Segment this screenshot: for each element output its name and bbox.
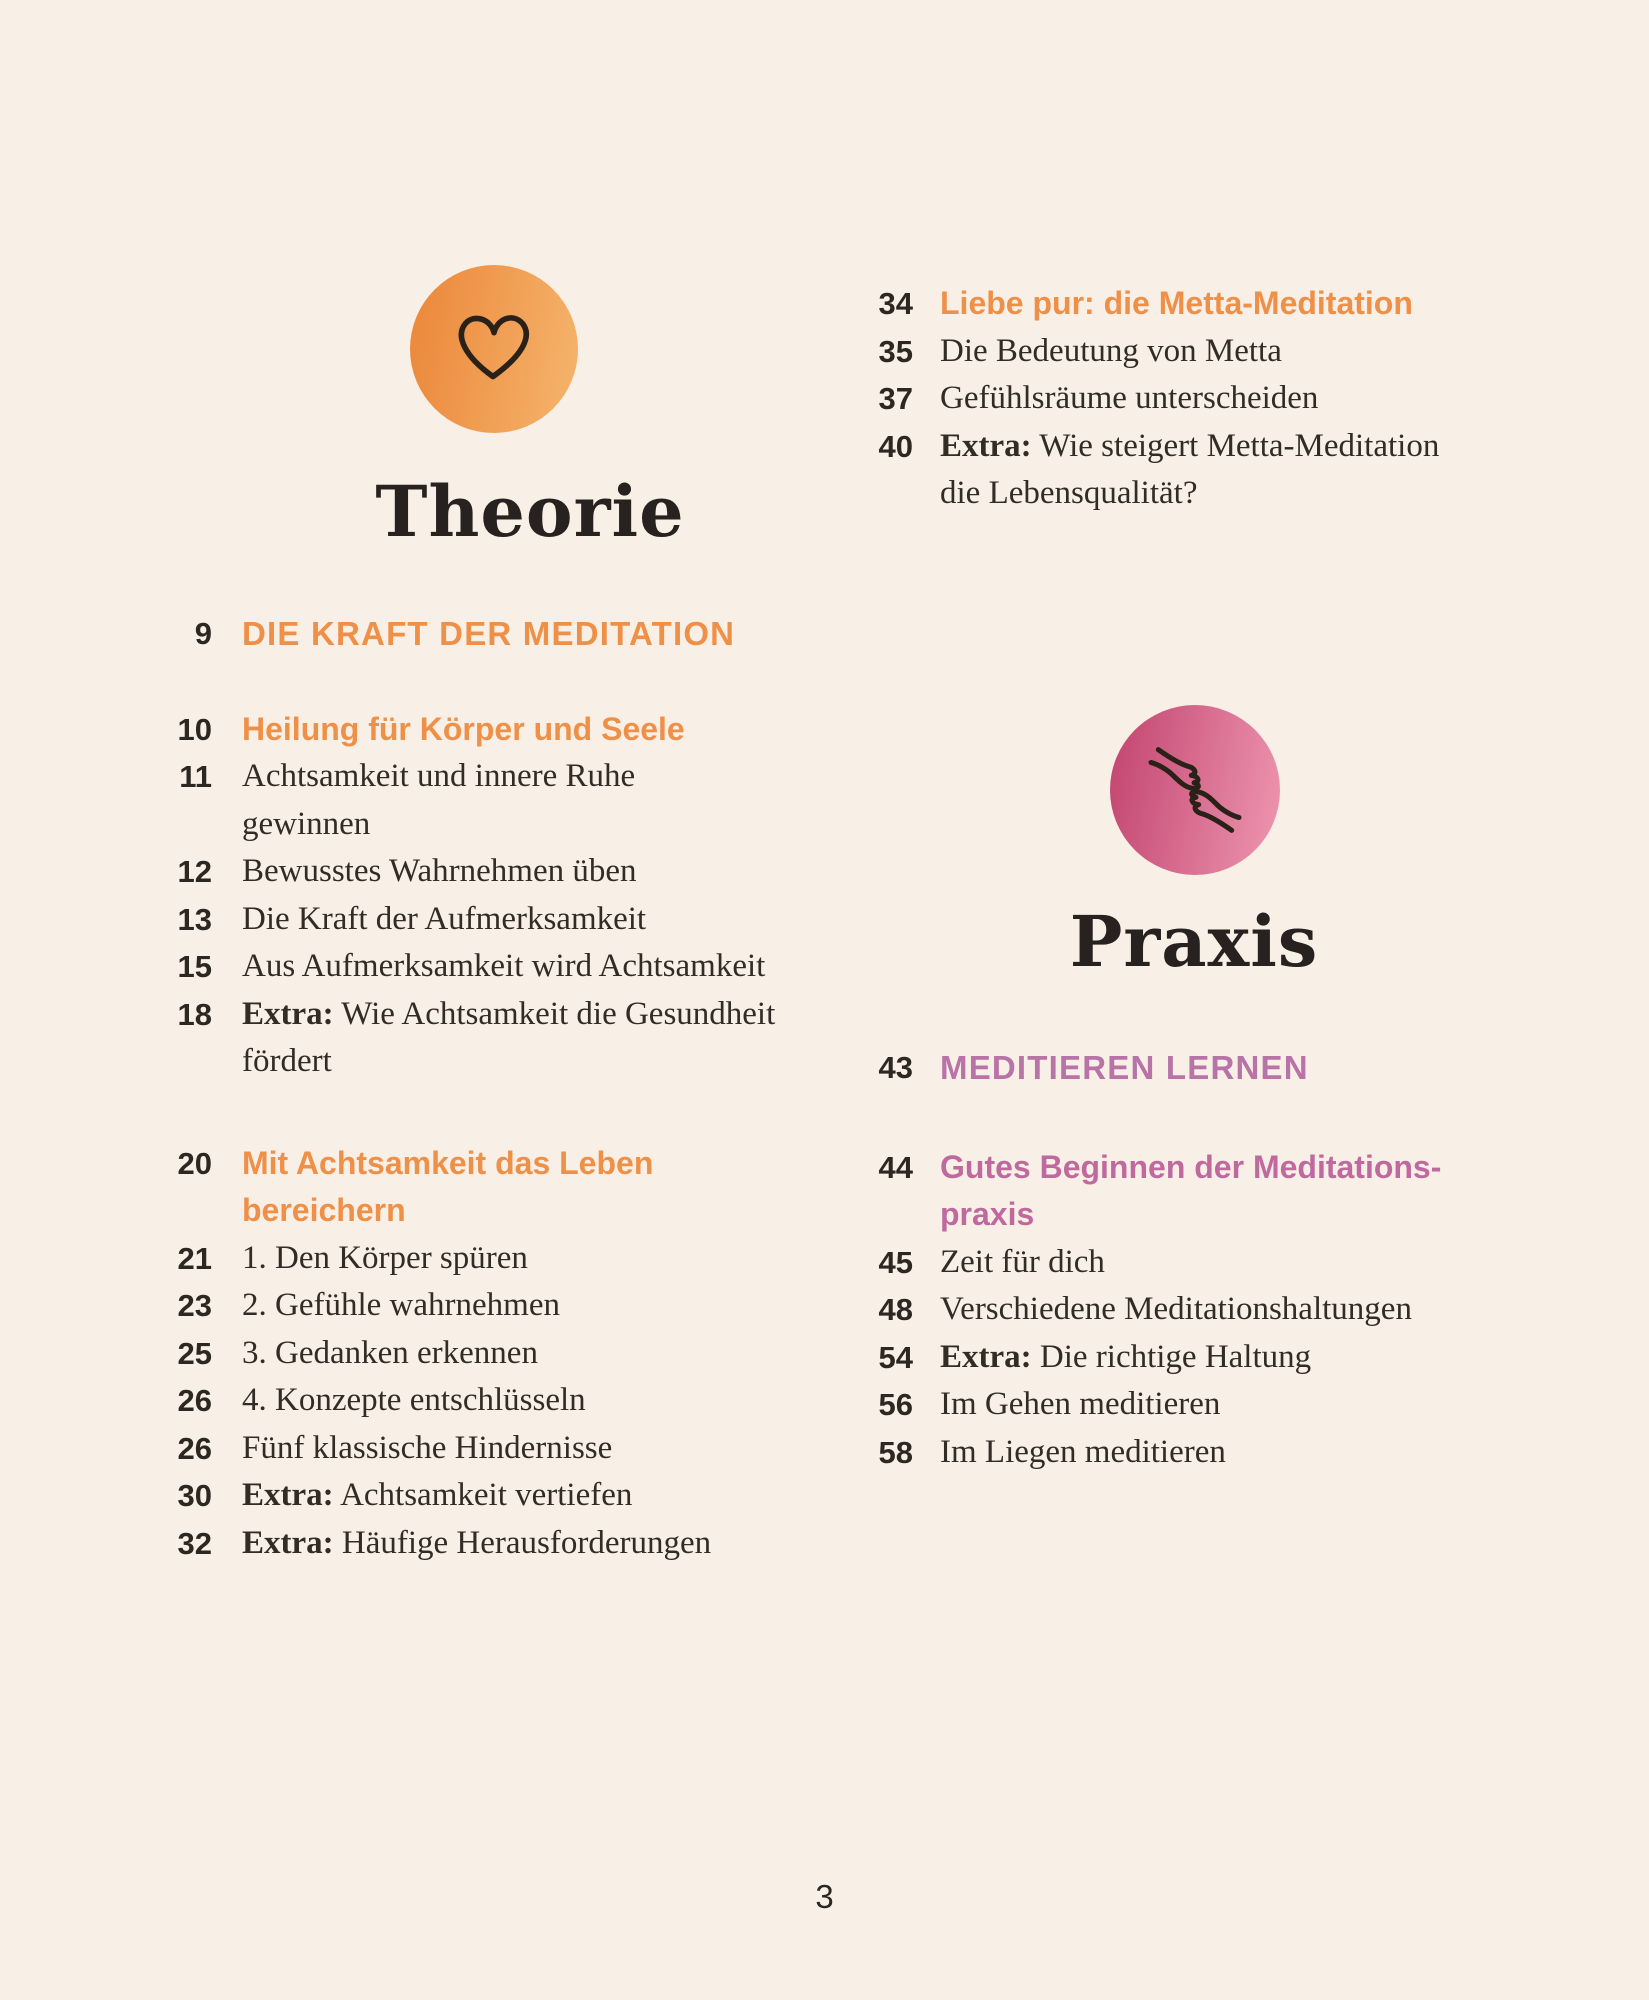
- toc-page-number: 30: [177, 1478, 212, 1513]
- toc-section-header: [848, 1044, 1488, 1092]
- toc-row: [140, 1235, 800, 1283]
- toc-page-number: 12: [177, 854, 212, 889]
- theorie-heading: Theorie: [375, 470, 685, 553]
- toc-page-number: 54: [878, 1339, 913, 1375]
- toc-entry-text: Achtsamkeit vertiefen: [333, 1477, 633, 1513]
- toc-row: [848, 1144, 1488, 1239]
- toc-entry-text-line2: praxis: [940, 1196, 1035, 1232]
- toc-page-number: 44: [878, 1149, 913, 1185]
- praxis-heading: Praxis: [1069, 900, 1319, 983]
- toc-row: [140, 1425, 800, 1473]
- toc-entry-text: 1. Den Körper spüren: [242, 1239, 528, 1276]
- toc-row: [848, 1381, 1488, 1429]
- toc-page-number: 25: [177, 1335, 212, 1371]
- toc-extra-label: Extra:: [940, 427, 1032, 464]
- toc-entry-text: Im Liegen meditieren: [940, 1433, 1226, 1470]
- toc-page-number: 34: [878, 286, 913, 321]
- praxis-badge: [1110, 705, 1280, 875]
- toc-entry-text: Im Gehen meditieren: [940, 1386, 1221, 1422]
- toc-page-number: 43: [878, 1050, 913, 1085]
- toc-entry-text: Mit Achtsamkeit das Leben: [242, 1144, 654, 1181]
- toc-entry-text: 3. Gedanken erkennen: [242, 1334, 538, 1371]
- toc-row: [848, 375, 1488, 423]
- toc-entry-text: Wie Achtsamkeit die Gesundheit: [333, 995, 776, 1032]
- toc-extra-label: Extra:: [242, 995, 334, 1032]
- toc-page-number: 58: [878, 1434, 913, 1470]
- praxis-toc: [848, 1044, 1488, 1476]
- page-number: 3: [815, 1878, 834, 1915]
- toc-entry-text: Die Bedeutung von Metta: [940, 332, 1282, 369]
- toc-entry-text: Heilung für Körper und Seele: [242, 710, 685, 747]
- toc-row: [140, 706, 800, 754]
- toc-row: [848, 1429, 1488, 1477]
- metta-toc: [848, 280, 1488, 518]
- toc-row: [140, 1377, 800, 1425]
- toc-page-number: 40: [878, 428, 913, 464]
- toc-extra-label: Extra:: [940, 1338, 1032, 1375]
- toc-entry-text: 4. Konzepte entschlüsseln: [242, 1382, 586, 1418]
- toc-page-number: 23: [177, 1288, 212, 1323]
- toc-entry-text: Gefühlsräume unterscheiden: [940, 380, 1319, 416]
- toc-page-number: 56: [878, 1387, 913, 1422]
- toc-row: [140, 943, 800, 991]
- toc-row: [140, 991, 800, 1086]
- toc-entry-text: Zeit für dich: [940, 1243, 1105, 1280]
- toc-entry-text: Die Kraft der Aufmerksamkeit: [242, 900, 647, 937]
- toc-page-number: 15: [177, 949, 212, 984]
- toc-entry-text-line2: fördert: [242, 1043, 332, 1079]
- toc-section-title: DIE KRAFT DER MEDITATION: [242, 615, 736, 652]
- toc-page-number: 26: [177, 1383, 212, 1418]
- toc-row: [848, 423, 1488, 518]
- toc-entry-text: Wie steigert Metta-Meditation: [1031, 427, 1440, 464]
- theorie-toc: [140, 610, 800, 1567]
- toc-row: [848, 1286, 1488, 1334]
- toc-page-number: 10: [177, 711, 212, 747]
- toc-row: [848, 1334, 1488, 1382]
- toc-row: [140, 848, 800, 896]
- toc-page-number: 20: [177, 1145, 212, 1181]
- toc-row: [140, 1140, 800, 1235]
- toc-page-number: 48: [878, 1292, 913, 1327]
- toc-page-number: 45: [878, 1244, 913, 1280]
- toc-entry-text: Fünf klassische Hindernisse: [242, 1429, 613, 1466]
- toc-entry-text-line2: bereichern: [242, 1192, 406, 1228]
- toc-entry-text-line2: die Lebensqualität?: [940, 475, 1198, 511]
- toc-row: [848, 328, 1488, 376]
- toc-entry-text: Liebe pur: die Metta-Meditation: [940, 285, 1413, 321]
- toc-page-number: 37: [878, 381, 913, 416]
- toc-row: [848, 1239, 1488, 1287]
- toc-page-number: 26: [177, 1430, 212, 1466]
- toc-row: [848, 280, 1488, 328]
- toc-section-header: [140, 610, 800, 658]
- toc-extra-label: Extra:: [242, 1524, 334, 1561]
- toc-page-number: 9: [194, 616, 212, 651]
- toc-page-number: 35: [878, 333, 913, 369]
- toc-entry-text: Bewusstes Wahrnehmen üben: [242, 853, 637, 889]
- toc-row: [140, 753, 800, 848]
- toc-entry-text: Die richtige Haltung: [1031, 1338, 1312, 1375]
- toc-page-number: 32: [177, 1525, 212, 1561]
- toc-page-number: 13: [177, 901, 212, 937]
- toc-entry-text: Gutes Beginnen der Meditations-: [940, 1148, 1442, 1185]
- toc-row: [140, 1520, 800, 1568]
- toc-section-title: MEDITIEREN LERNEN: [940, 1049, 1309, 1086]
- toc-group: [848, 1144, 1488, 1477]
- toc-row: [140, 1330, 800, 1378]
- toc-extra-label: Extra:: [242, 1477, 334, 1513]
- theorie-badge: [410, 265, 578, 433]
- toc-group: [140, 706, 800, 1086]
- toc-entry-text: 2. Gefühle wahrnehmen: [242, 1287, 560, 1323]
- toc-page-number: 11: [179, 759, 212, 794]
- toc-entry-text: Häufige Herausforderungen: [333, 1524, 712, 1561]
- toc-page-number: 18: [177, 996, 212, 1032]
- toc-entry-text: Achtsamkeit und innere Ruhe: [242, 758, 636, 794]
- toc-entry-text: Verschiedene Meditationshaltungen: [940, 1291, 1412, 1327]
- toc-row: [140, 896, 800, 944]
- toc-row: [140, 1472, 800, 1520]
- toc-entry-text-line2: gewinnen: [242, 805, 371, 842]
- hands-icon: [1140, 735, 1250, 845]
- toc-group: [140, 1140, 800, 1568]
- toc-entry-text: Aus Aufmerksamkeit wird Achtsamkeit: [242, 948, 766, 984]
- heart-icon: [443, 298, 545, 400]
- toc-row: [140, 1282, 800, 1330]
- toc-page-number: 21: [177, 1240, 212, 1276]
